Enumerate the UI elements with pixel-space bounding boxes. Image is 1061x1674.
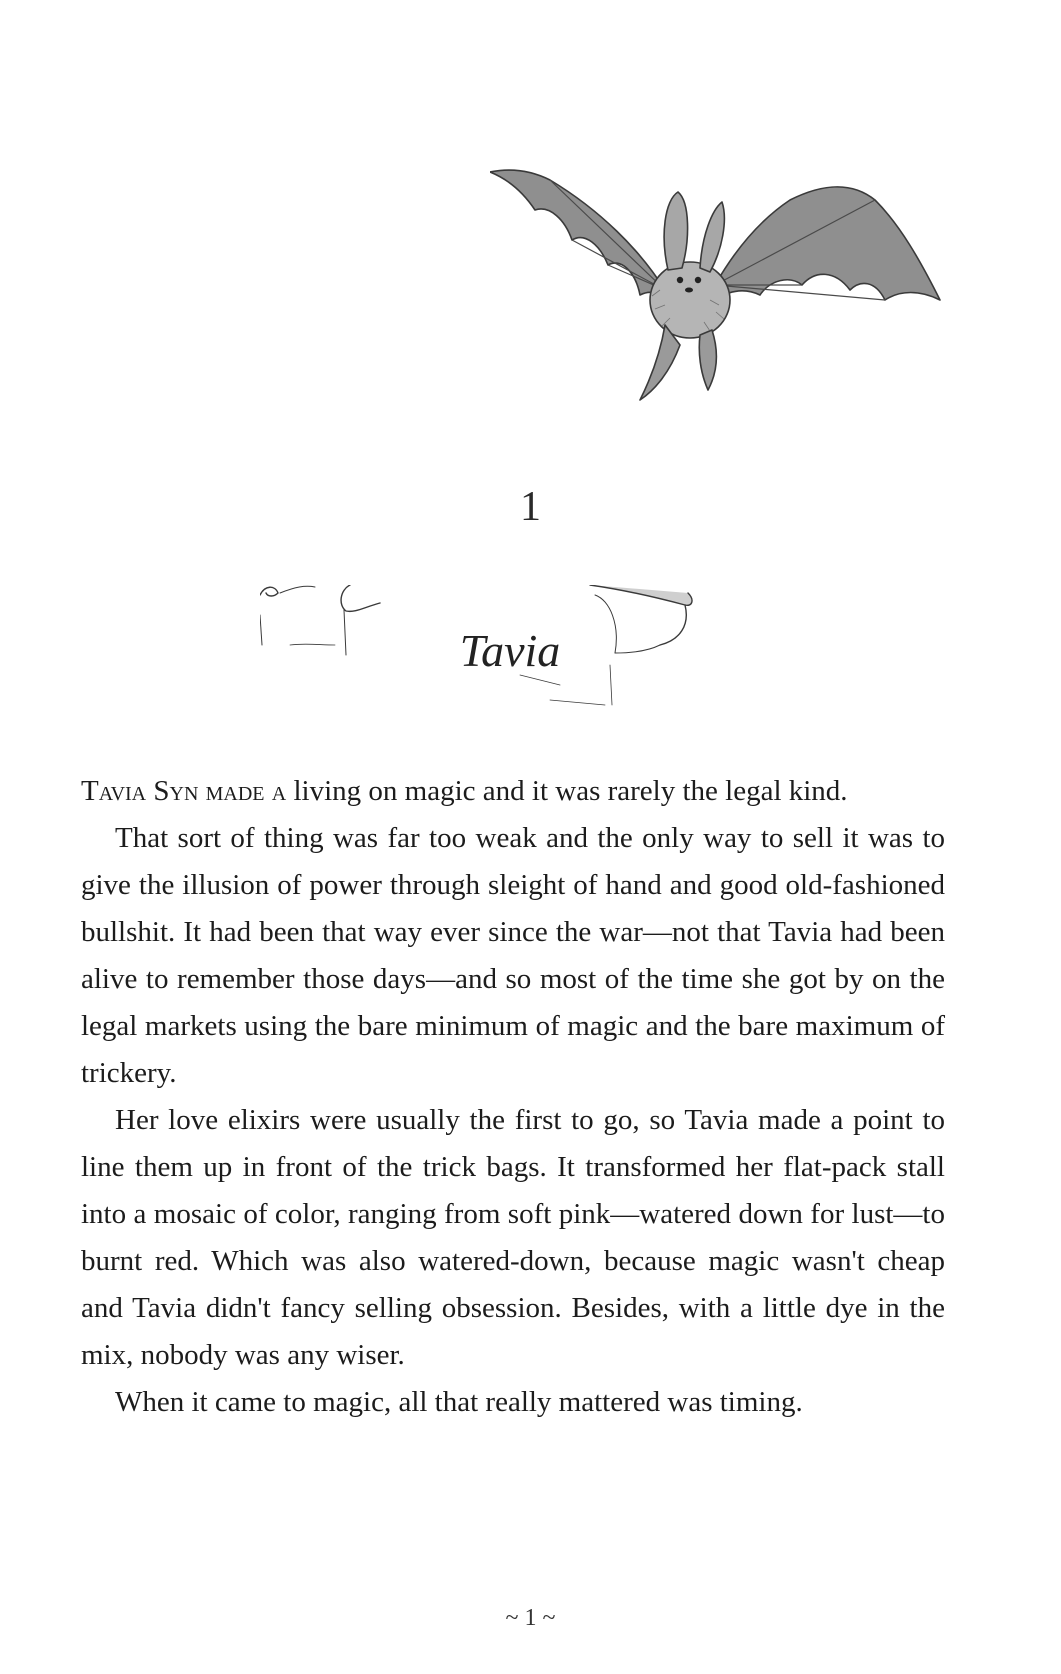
opening-small-caps: Tavia Syn made a xyxy=(81,775,287,807)
chapter-number: 1 xyxy=(520,484,541,530)
opening-text: living on magic and it was rarely the legal kind. xyxy=(286,775,848,807)
paragraph: That sort of thing was far too weak and the only way to sell it was to give the illusion of power through sleight of hand and good old-fashioned bullshit. It had been that way ever since the war—not that Tavia had been alive to remember those days—and so most of the time she got by on the legal markets using the bare minimum of magic and the bare maximum of trickery. xyxy=(81,822,945,1089)
bat-illustration-icon xyxy=(490,140,950,420)
page-number: ~ 1 ~ xyxy=(505,1605,556,1631)
paragraph: When it came to magic, all that really mattered was timing. xyxy=(115,1386,803,1418)
chapter-body xyxy=(81,768,945,1426)
opening-paragraph xyxy=(81,768,945,815)
chapter-title: Tavia xyxy=(459,625,561,676)
paragraph: Her love elixirs were usually the first to go, so Tavia made a point to line them up in front of the trick bags. It transformed her flat-pack stall into a mosaic of color, ranging from soft pink—watered down for lust—to burnt red. Which was also watered-down, because magic wasn't cheap and Tavia didn't fancy selling obsession. Besides, with a little dye in the mix, nobody was any wiser. xyxy=(81,1104,945,1371)
